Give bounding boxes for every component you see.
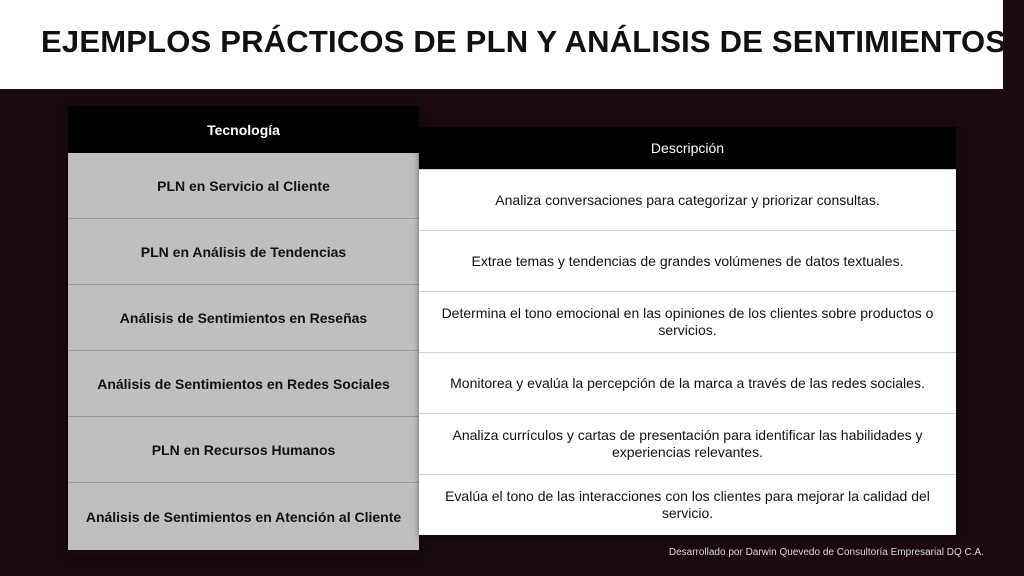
slide-title: EJEMPLOS PRÁCTICOS DE PLN Y ANÁLISIS DE SENTIMIENTOS: [41, 24, 1007, 59]
technology-cell: Análisis de Sentimientos en Reseñas: [68, 285, 419, 351]
description-cell: Monitorea y evalúa la percepción de la marca a través de las redes sociales.: [419, 352, 956, 413]
title-bar: [0, 0, 1007, 89]
technology-cell: PLN en Servicio al Cliente: [68, 153, 419, 219]
description-cell: Extrae temas y tendencias de grandes volúmenes de datos textuales.: [419, 230, 956, 291]
description-cell: Evalúa el tono de las interacciones con los clientes para mejorar la calidad del servicio.: [419, 474, 956, 535]
footer-credit: Desarrollado por Darwin Quevedo de Consultoría Empresarial DQ C.A.: [668, 547, 984, 558]
description-cell: Determina el tono emocional en las opiniones de los clientes sobre productos o servicios.: [419, 291, 956, 352]
description-cell: Analiza conversaciones para categorizar y priorizar consultas.: [419, 169, 956, 230]
technology-cell: Análisis de Sentimientos en Atención al Cliente: [68, 483, 419, 550]
technology-column: [68, 106, 419, 556]
technology-cell: Análisis de Sentimientos en Redes Sociales: [68, 351, 419, 417]
description-cell: Analiza currículos y cartas de presentación para identificar las habilidades y experiencias relevantes.: [419, 413, 956, 474]
technology-cell: PLN en Recursos Humanos: [68, 417, 419, 483]
description-column: [419, 127, 956, 535]
technology-cell: PLN en Análisis de Tendencias: [68, 219, 419, 285]
technology-header: Tecnología: [68, 106, 419, 153]
description-header: Descripción: [419, 127, 956, 169]
